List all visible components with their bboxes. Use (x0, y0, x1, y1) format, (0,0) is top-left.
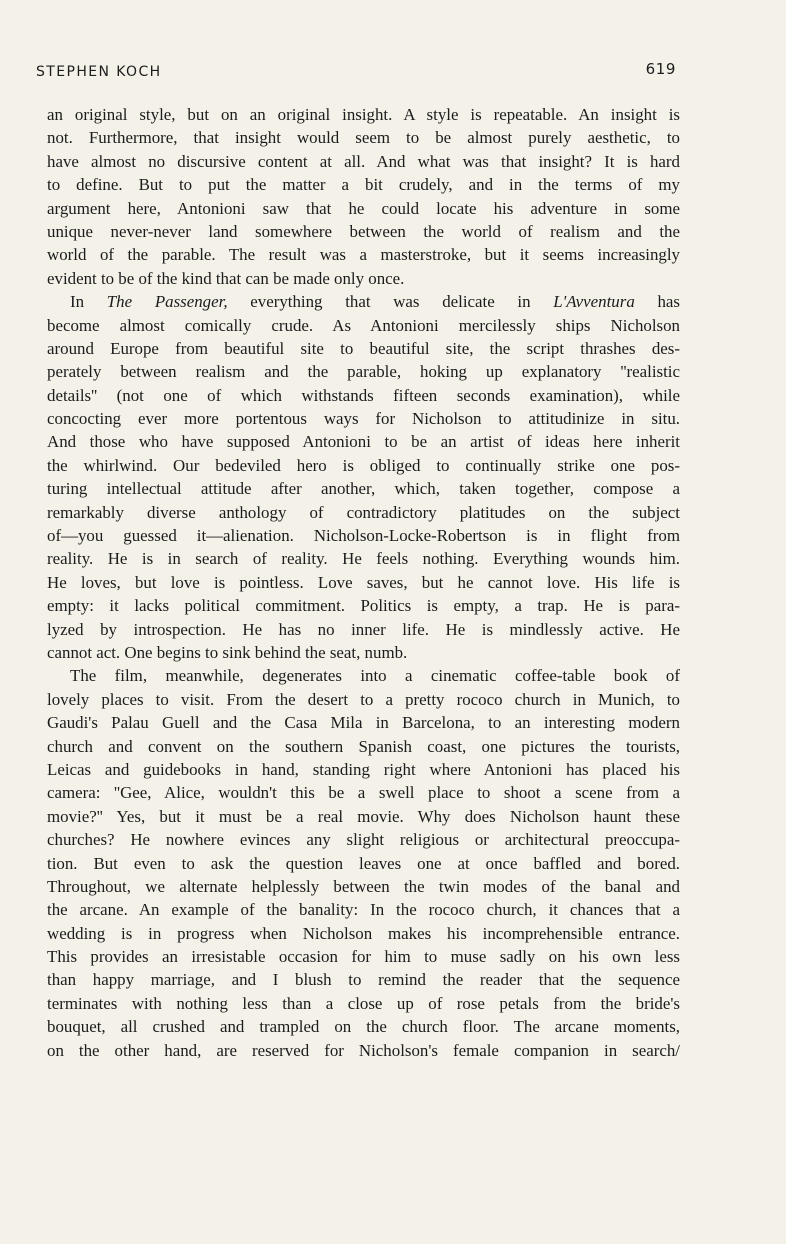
text-line: become almost comically crude. As Antonioni mercilessly ships Nicholson (47, 315, 680, 335)
film-title: L'Avventura (553, 292, 635, 312)
film-title: The Passenger, (106, 292, 228, 312)
body-text (47, 103, 680, 1062)
text-line: This provides an irresistable occasion for him to muse sadly on his own less (47, 947, 680, 967)
text-line: terminates with nothing less than a close up of rose petals from the bride's (47, 993, 680, 1013)
text-line: have almost no discursive content at all. And what was that insight? It is hard (47, 151, 680, 171)
text-line: details'' (not one of which withstands fifteen seconds examination), while (47, 385, 680, 405)
text-line: cannot act. One begins to sink behind the seat, numb. (47, 642, 408, 662)
text-fragment: has (634, 292, 680, 312)
text-line: empty: it lacks political commitment. Politics is empty, a trap. He is para- (47, 596, 680, 616)
text-line: turing intellectual attitude after another, which, taken together, compose a (47, 479, 680, 499)
text-line: not. Furthermore, that insight would seem to be almost purely aesthetic, to (47, 128, 680, 148)
text-line: lyzed by introspection. He has no inner life. He is mindlessly active. He (47, 619, 680, 639)
author-name: STEPHEN KOCH (36, 64, 162, 80)
text-fragment: everything that was delicate in (227, 292, 554, 312)
text-line: Leicas and guidebooks in hand, standing right where Antonioni has placed his (47, 759, 680, 779)
text-line: wedding is in progress when Nicholson makes his incomprehensible entrance. (47, 923, 680, 943)
text-line: argument here, Antonioni saw that he could locate his adventure in some (47, 198, 680, 218)
text-line: the whirlwind. Our bedeviled hero is obliged to continually strike one pos- (47, 455, 680, 475)
text-fragment: In (70, 292, 107, 312)
text-line: evident to be of the kind that can be made only once. (47, 268, 405, 288)
text-line: Gaudi's Palau Guell and the Casa Mila in Barcelona, to an interesting modern (47, 713, 680, 733)
text-line: Throughout, we alternate helplessly between the twin modes of the banal and (47, 876, 680, 896)
text-line: camera: ''Gee, Alice, wouldn't this be a swell place to shoot a scene from a (47, 783, 680, 803)
text-line: churches? He nowhere evinces any slight religious or architectural preoccupa- (47, 830, 680, 850)
page-number: 619 (645, 60, 676, 78)
text-line: world of the parable. The result was a masterstroke, but it seems increasingly (47, 245, 680, 265)
text-line: reality. He is in search of reality. He feels nothing. Everything wounds him. (47, 549, 680, 569)
text-line: church and convent on the southern Spanish coast, one pictures the tourists, (47, 736, 680, 756)
text-line: perately between realism and the parable, hoking up explanatory ''realistic (47, 362, 680, 382)
text-line: unique never-never land somewhere between the world of realism and the (47, 221, 680, 241)
text-line: an original style, but on an original insight. A style is repeatable. An insight is (47, 105, 680, 124)
text-line: concocting ever more portentous ways for Nicholson to attitudinize in situ. (47, 409, 680, 429)
text-line: of—you guessed it—alienation. Nicholson-Locke-Robertson is in flight from (47, 526, 680, 546)
text-line: bouquet, all crushed and trampled on the church floor. The arcane moments, (47, 1017, 680, 1037)
text-line: remarkably diverse anthology of contradictory platitudes on the subject (47, 502, 680, 522)
text-line: than happy marriage, and I blush to remind the reader that the sequence (47, 970, 680, 990)
text-line: The film, meanwhile, degenerates into a cinematic coffee-table book of (70, 666, 680, 686)
text-line: the arcane. An example of the banality: In the rococo church, it chances that a (47, 900, 680, 920)
text-line: lovely places to visit. From the desert to a pretty rococo church in Munich, to (47, 689, 680, 709)
text-line: tion. But even to ask the question leaves one at once baffled and bored. (47, 853, 680, 873)
text-line: movie?'' Yes, but it must be a real movie. Why does Nicholson haunt these (47, 806, 680, 826)
text-line: to define. But to put the matter a bit crudely, and in the terms of my (47, 175, 680, 195)
text-line: And those who have supposed Antonioni to be an artist of ideas here inherit (47, 432, 680, 452)
text-line (47, 290, 680, 313)
text-line: on the other hand, are reserved for Nicholson's female companion in search/ (47, 1040, 680, 1060)
running-head (36, 60, 676, 84)
text-line: around Europe from beautiful site to beautiful site, the script thrashes des- (47, 338, 680, 358)
text-line: He loves, but love is pointless. Love saves, but he cannot love. His life is (47, 572, 680, 592)
